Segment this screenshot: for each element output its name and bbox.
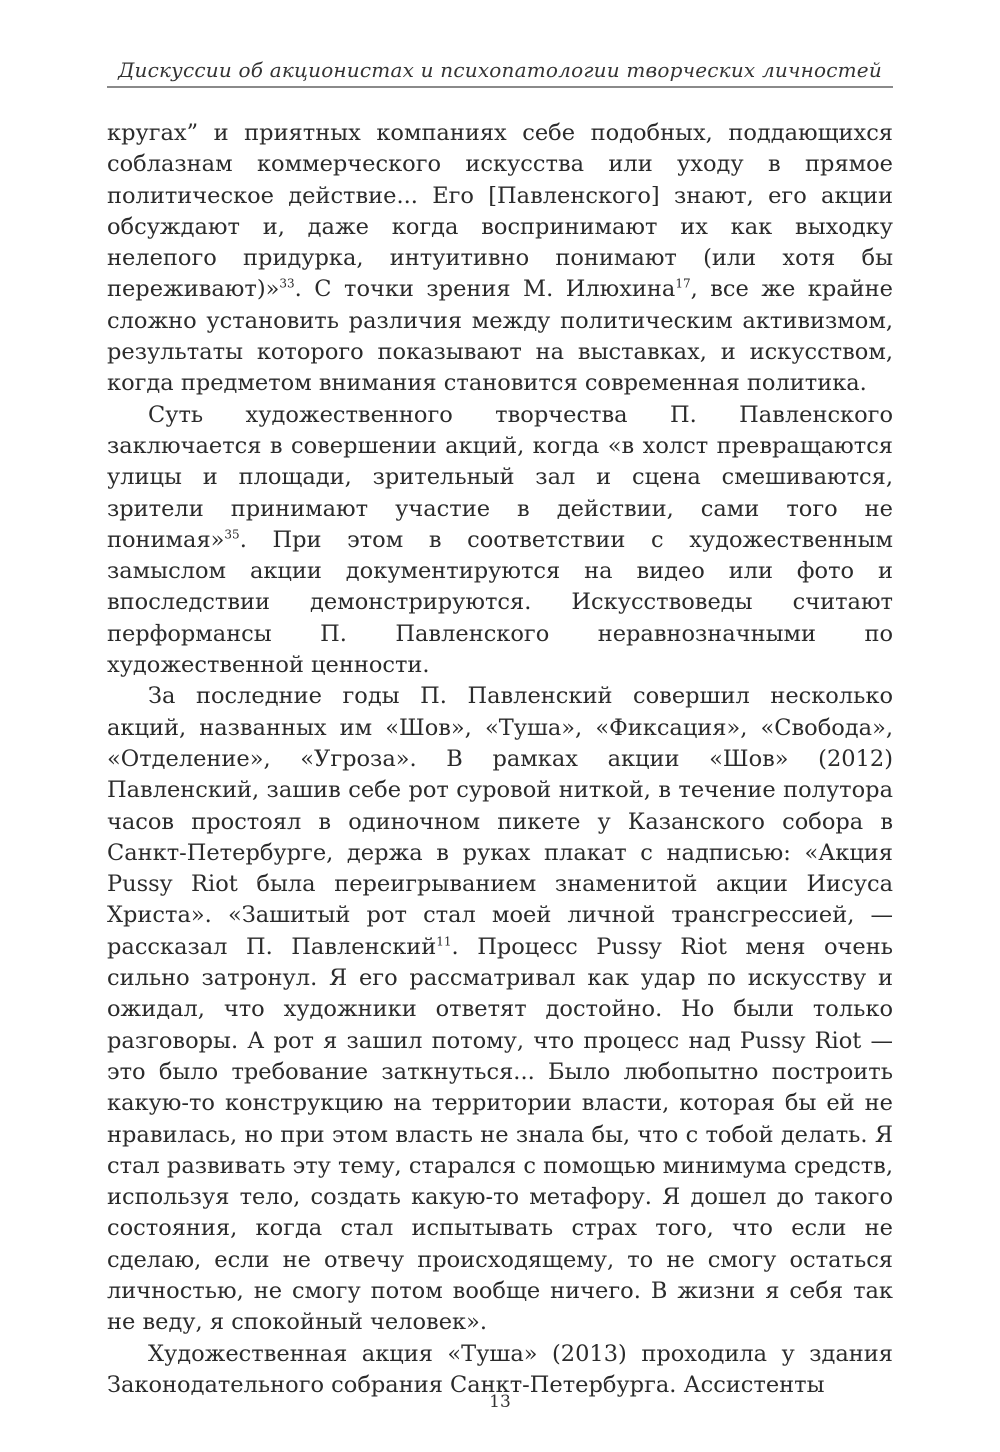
body-text — [107, 118, 893, 1401]
footnote-ref-17: 17 — [675, 276, 691, 291]
page-number: 13 — [489, 1392, 511, 1412]
header-rule — [107, 86, 893, 88]
p3-text-b: . Процесс Pussy Riot меня очень сильно затронул. Я его рассматривал как удар по искусству и ожидал, что художники ответят достойно. Но были только разговоры. А рот я зашил потому, что процесс над Pussy Riot — это было требование заткнуться... Было любопытно построить какую-то конструкцию на территории власти, которая бы ей не нравилась, но при этом власть не знала бы, что с тобой делать. Я стал развивать эту тему, старался с помощью минимума средств, используя тело, создать какую-то метафору. Я дошел до такого состояния, когда стал испытывать страх того, что если не сделаю, если не отвечу происходящему, то не смогу остаться личностью, не смогу потом вообще ничего. В жизни я себя так не веду, я спокойный человек». — [107, 933, 893, 1336]
p2-text-b: . При этом в соответствии с художественным замыслом акции документируются на видео или фото и впоследствии демонстрируются. Искусствоведы считают перформансы П. Павленского неравнозначными по художественной ценности. — [107, 526, 893, 679]
p3-text-a: За последние годы П. Павленский совершил несколько акций, названных им «Шов», «Туша», «Фиксация», «Свобода», «Отделение», «Угроза». В рамках акции «Шов» (2012) Павленский, зашив себе рот суровой ниткой, в течение полутора часов простоял в одиночном пикете у Казанского собора в Санкт-Петербурге, держа в руках плакат с надписью: «Акция Pussy Riot была переигрыванием знаменитой акции Иисуса Христа». «Зашитый рот стал моей личной трансгрессией, — рассказал П. Павленский — [107, 683, 893, 960]
p2-text-a: Суть художественного творчества П. Павленского заключается в совершении акций, когда «в холст превращаются улицы и площади, зрительный зал и сцена смешиваются, зрители принимают участие в действии, сами того не понимая» — [107, 401, 893, 553]
footnote-ref-35: 35 — [224, 527, 240, 542]
p1-text-b: . С точки зрения М. Илюхина — [294, 276, 676, 303]
footnote-ref-33: 33 — [279, 276, 295, 291]
paragraph-3 — [107, 681, 893, 1338]
p1-text-a: кругах” и приятных компаниях себе подобных, поддающихся соблазнам коммерческого искусства или уходу в прямое политическое действие... Его [Павленского] знают, его акции обсуждают и, даже когда воспринимают их как выходку нелепого придурка, интуитивно понимают (или хотя бы переживают)» — [107, 120, 893, 303]
p1-text-c: , все же крайне сложно установить различия между политическим активизмом, результаты которого показывают на выставках, и искусством, когда предметом внимания становится современная политика. — [107, 276, 893, 397]
running-header: Дискуссии об акционистах и психопатологии творческих личностей — [118, 58, 882, 82]
p4-text-a: Художественная акция «Туша» (2013) проходила у здания Законодательного собрания Санкт-Петербурга. Ассистенты — [107, 1340, 893, 1398]
footnote-ref-11: 11 — [436, 934, 452, 949]
paragraph-1 — [107, 118, 893, 400]
paragraph-2 — [107, 400, 893, 682]
